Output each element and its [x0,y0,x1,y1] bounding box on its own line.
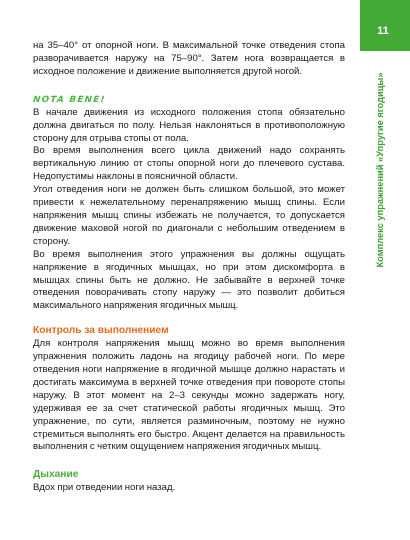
nota-paragraph-2: Во время выполнения всего цикла движений надо сохранять вертикальную линию от стопы опорной ноги до плечевого сустава. Недопустимы наклоны в поясничной области. [33,145,345,183]
page-number-box [360,0,410,51]
nota-paragraph-1: В начале движения из исходного положения стопа обязательно должна двигаться по полу. Нельзя наклоняться в противоположную сторону для отрыва стопы от пола. [33,106,345,144]
page-content [33,40,345,495]
section-title-vertical: Комплекс упражнений «Упругие ягодицы» [375,72,385,268]
breathing-paragraph: Вдох при отведении ноги назад. [33,482,176,494]
nota-bene-label: NOTA BENE! [32,94,107,105]
control-heading: Контроль за выполнением [33,325,169,337]
intro-paragraph: на 35–40° от опорной ноги. В максимальной точке отведения стопа разворачивается наружу на 75–90°. Затем нога возвращается в исходное положение и движение выполняется другой ногой. [33,40,345,77]
page-number: 11 [377,25,389,37]
control-paragraph: Для контроля напряжения мышц можно во время выполнения упражнения положить ладонь на ягодицу рабочей ноги. По мере отведения ноги напряжение в ягодичной мышце должно нарастать и достигать максимума в верхней точке отведения при повороте стопы наружу. В этот момент на 2–3 секунды можно задержать ногу, удерживая ее за счет статической работы ягодичных мышц. Это упражнение, по сути, является разминочным, поэтому не нужно стремиться выполнять его быстро. Акцент делается на правильность выполнения с четким ощущением напряжения ягодичных мышц. [33,338,345,453]
nota-paragraph-4: Во время выполнения этого упражнения вы должны ощущать напряжение в ягодичных мышцах, но при этом дискомфорта в мышцах спины быть не должно. Не забывайте в верхней точке отведения поворачивать стопу наружу — это позволит добиться максимального напряжения ягодичных мышц. [33,248,345,312]
nota-paragraph-3: Угол отведения ноги не должен быть слишком большой, это может привести к нежелательному перенапряжению мышц спины. Если напряжения мышц спины избежать не получается, то допускается движение маховой ногой по диагонали с небольшим отведением в сторону. [33,184,345,247]
breathing-heading: Дыхание [33,469,79,481]
